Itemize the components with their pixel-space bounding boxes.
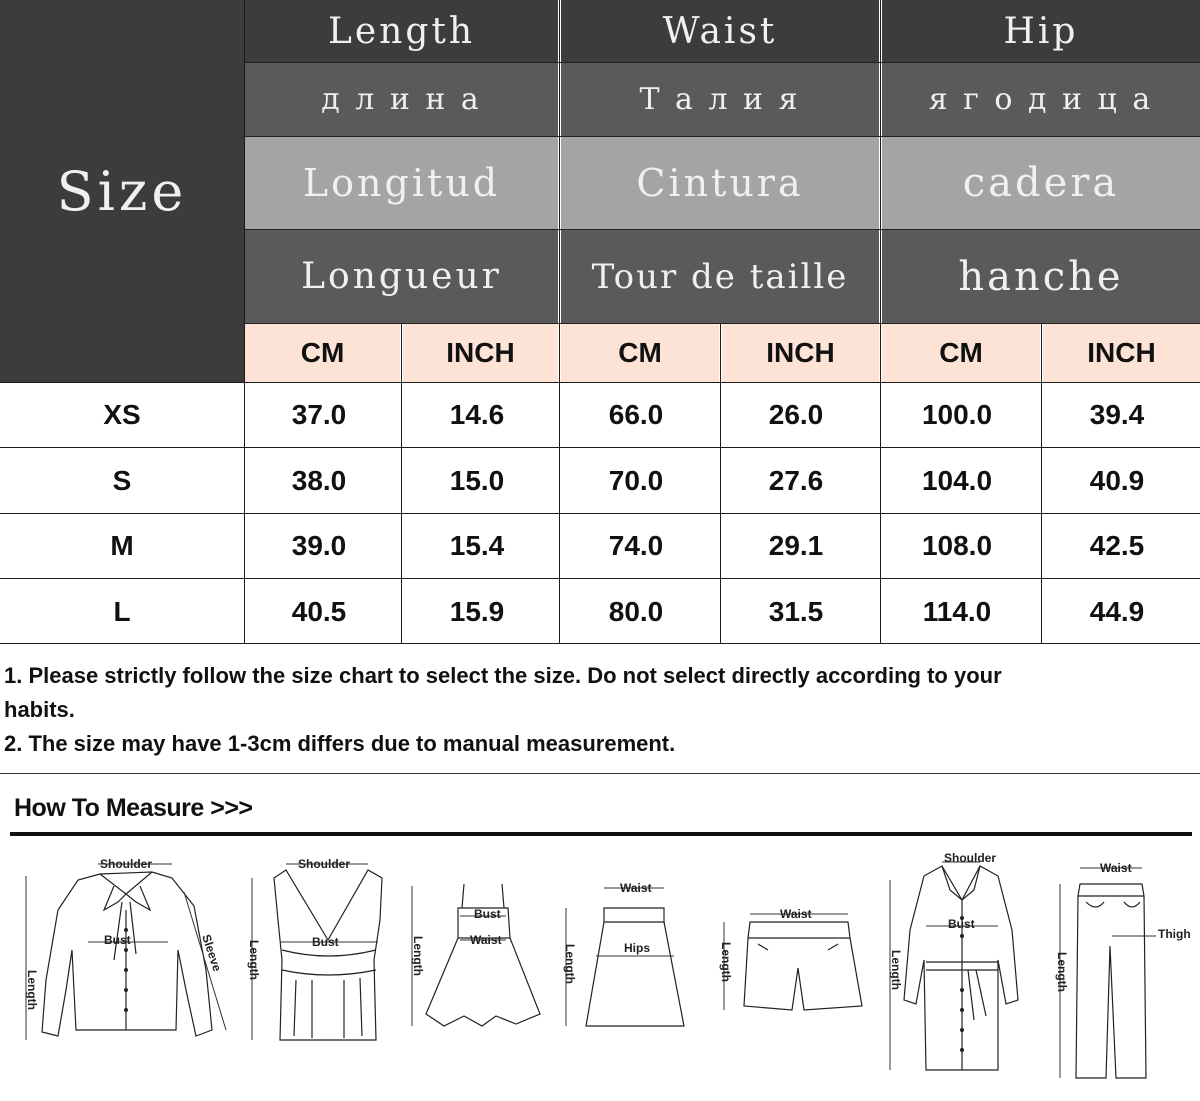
label-length: Length <box>563 944 577 984</box>
note-1: 1. Please strictly follow the size chart to select the size. Do not select directly according to your habits. 2. The size may have 1-3cm differs due to manual measurement. <box>4 663 1002 756</box>
size-header-label: Size <box>56 159 188 223</box>
row-value: 42.5 <box>1089 530 1145 561</box>
skirt-diagram <box>556 878 696 1038</box>
header-length-ru: д л и н а <box>245 63 558 136</box>
row-value: 15.0 <box>449 464 505 496</box>
header-length-es: Longitud <box>245 137 558 229</box>
label-length: Length <box>1055 952 1069 992</box>
table-divider <box>245 62 1200 63</box>
row-value: 114.0 <box>922 595 992 627</box>
table-divider <box>880 0 881 644</box>
label-shoulder: Shoulder <box>298 857 351 871</box>
label-shoulder: Shoulder <box>944 851 997 865</box>
row-value: 39.0 <box>291 530 347 561</box>
header-waist-es: Cintura <box>561 137 879 229</box>
label-sleeve: Sleeve <box>199 932 225 974</box>
table-divider <box>720 323 721 644</box>
row-value: 31.5 <box>768 595 824 627</box>
row-value: 27.6 <box>768 464 824 496</box>
label-waist: Waist <box>470 933 502 947</box>
table-divider <box>244 0 245 644</box>
header-hip-es: cadera <box>882 137 1200 229</box>
table-divider <box>1041 323 1042 644</box>
tank-top-diagram <box>240 850 390 1050</box>
label-length: Length <box>889 950 903 990</box>
unit-inch-length: INCH <box>403 324 558 382</box>
shirt-diagram <box>18 850 238 1050</box>
table-divider <box>559 0 560 644</box>
row-value: 40.9 <box>1089 464 1145 496</box>
unit-cm-length: CM <box>245 324 400 382</box>
row-value: 108.0 <box>921 530 993 561</box>
row-value: 26.0 <box>768 399 824 430</box>
measure-title-underline <box>10 832 1192 836</box>
table-divider <box>245 136 1200 137</box>
header-hip-en: Hip <box>882 0 1200 62</box>
pants-diagram <box>1046 856 1196 1086</box>
label-bust: Bust <box>948 917 975 931</box>
row-value: 66.0 <box>608 399 664 430</box>
label-waist: Waist <box>780 907 812 921</box>
row-size: L <box>113 595 131 627</box>
header-length-en: Length <box>245 0 558 62</box>
row-value: 15.9 <box>449 595 505 627</box>
row-value: 100.0 <box>921 399 993 430</box>
row-value: 14.6 <box>449 399 505 430</box>
table-divider <box>401 323 402 644</box>
label-waist: Waist <box>1100 861 1132 875</box>
how-to-measure-title: How To Measure >>> <box>14 794 253 822</box>
unit-inch-hip: INCH <box>1043 324 1200 382</box>
row-value: 15.4 <box>449 530 505 561</box>
table-divider <box>0 513 1200 514</box>
label-length: Length <box>25 970 39 1010</box>
table-divider <box>0 578 1200 579</box>
header-hip-ru: я г о д и ц а <box>882 63 1200 136</box>
header-waist-fr: Tour de taille <box>561 230 879 323</box>
row-size: XS <box>103 399 141 430</box>
label-length: Length <box>247 940 261 980</box>
unit-inch-waist: INCH <box>722 324 879 382</box>
header-waist-ru: Т а л и я <box>561 63 879 136</box>
label-length: Length <box>411 936 425 976</box>
row-value: 38.0 <box>291 464 347 496</box>
row-value: 104.0 <box>921 464 993 496</box>
label-waist: Waist <box>620 881 652 895</box>
table-divider <box>0 643 1200 644</box>
row-value: 29.1 <box>768 530 824 561</box>
label-length: Length <box>719 942 733 982</box>
row-size: S <box>112 464 132 496</box>
table-divider <box>245 323 1200 324</box>
row-value: 74.0 <box>608 530 664 561</box>
header-length-fr: Longueur <box>245 230 558 323</box>
row-value: 70.0 <box>608 464 664 496</box>
header-hip-fr: hanche <box>882 230 1200 323</box>
label-thigh: Thigh <box>1158 927 1191 941</box>
dress-diagram <box>404 876 544 1046</box>
row-value: 39.4 <box>1089 399 1145 430</box>
header-waist-en: Waist <box>561 0 879 62</box>
shorts-diagram <box>710 898 870 1028</box>
size-header <box>0 0 244 382</box>
unit-cm-hip: CM <box>882 324 1040 382</box>
row-value: 37.0 <box>291 399 347 430</box>
label-bust: Bust <box>104 933 131 947</box>
row-value: 80.0 <box>608 595 664 627</box>
label-bust: Bust <box>474 907 501 921</box>
unit-cm-waist: CM <box>561 324 719 382</box>
label-hips: Hips <box>624 941 651 955</box>
table-divider <box>245 229 1200 230</box>
coat-diagram <box>880 850 1040 1080</box>
row-size: M <box>110 530 134 561</box>
notes-divider <box>0 773 1200 774</box>
row-value: 40.5 <box>291 595 347 627</box>
label-shoulder: Shoulder <box>100 857 153 871</box>
table-divider <box>0 382 1200 383</box>
table-divider <box>0 447 1200 448</box>
row-value: 44.9 <box>1089 595 1145 627</box>
label-bust: Bust <box>312 935 339 949</box>
